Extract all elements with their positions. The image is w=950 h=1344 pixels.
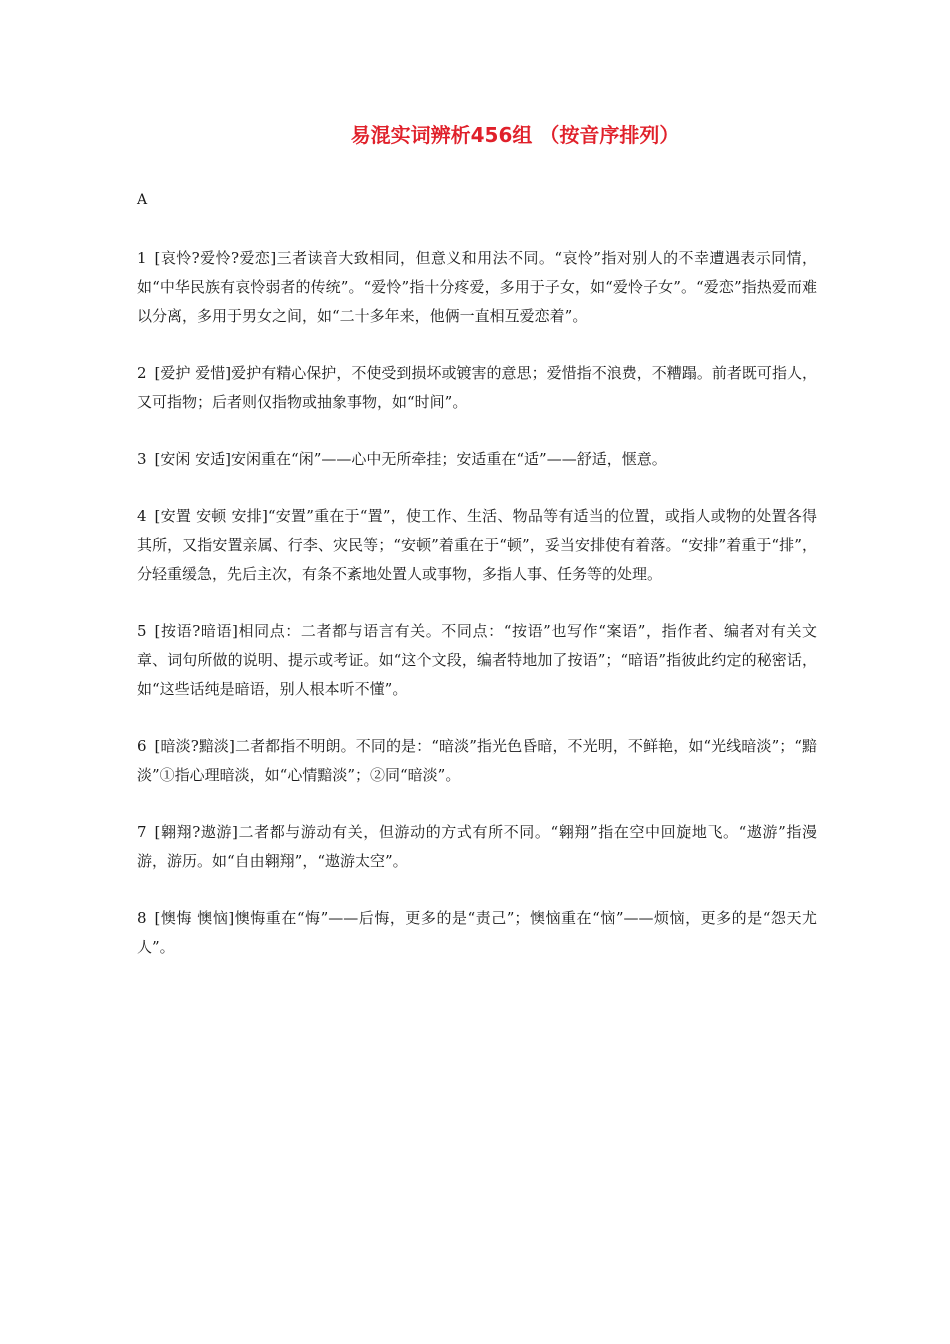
entry-8: [137, 904, 817, 962]
document-title: 易混实词辨析456组 （按音序排列）: [350, 123, 680, 147]
entry-number: 7: [137, 823, 147, 841]
entry-text: [翱翔?遨游]二者都与游动有关，但游动的方式有所不同。“翱翔”指在空中回旋地飞。“遨游”指漫游，游历。如“自由翱翔”，“遨游太空”。: [137, 823, 817, 870]
entry-7: [137, 818, 817, 876]
entry-text: [按语?暗语]相同点：二者都与语言有关。不同点：“按语”也写作“案语”，指作者、编者对有关文章、词句所做的说明、提示或考证。如“这个文段，编者特地加了按语”；“暗语”指彼此约定的秘密话，如“这些话纯是暗语，别人根本听不懂”。: [137, 622, 817, 698]
entry-number: 6: [137, 737, 147, 755]
entry-text: [安闲 安适]安闲重在“闲”——心中无所牵挂；安适重在“适”——舒适，惬意。: [154, 450, 667, 468]
section-heading: A: [137, 192, 148, 208]
document-body: [137, 186, 817, 990]
entry-5: [137, 617, 817, 704]
entry-1: [137, 244, 817, 331]
entry-text: [安置 安顿 安排]“安置”重在于“置”，使工作、生活、物品等有适当的位置，或指人或物的处置各得其所，又指安置亲属、行李、灾民等；“安顿”着重在于“顿”，妥当安排使有着落。“安排”着重于“排”，分轻重缓急，先后主次，有条不紊地处置人或事物，多指人事、任务等的处理。: [137, 507, 817, 583]
entry-text: [哀怜?爱怜?爱恋]三者读音大致相同，但意义和用法不同。“哀怜”指对别人的不幸遭遇表示同情，如“中华民族有哀怜弱者的传统”。“爱怜”指十分疼爱，多用于子女，如“爱怜子女”。“爱恋”指热爱而难以分离，多用于男女之间，如“二十多年来，他俩一直相互爱恋着”。: [137, 249, 817, 325]
entry-number: 1: [137, 249, 147, 267]
entry-number: 4: [137, 507, 147, 525]
entry-4: [137, 502, 817, 589]
entry-text: [懊悔 懊恼]懊悔重在“悔”——后悔，更多的是“责己”；懊恼重在“恼”——烦恼，更多的是“怨天尤人”。: [137, 909, 817, 956]
entry-number: 8: [137, 909, 147, 927]
entry-text: [暗淡?黯淡]二者都指不明朗。不同的是：“暗淡”指光色昏暗，不光明，不鲜艳，如“光线暗淡”；“黯淡”①指心理暗淡，如“心情黯淡”；②同“暗淡”。: [137, 737, 817, 784]
entry-number: 3: [137, 450, 147, 468]
entry-number: 5: [137, 622, 147, 640]
entry-6: [137, 732, 817, 790]
entry-3: [137, 445, 817, 474]
entry-number: 2: [137, 364, 147, 382]
entry-2: [137, 359, 817, 417]
entry-text: [爱护 爱惜]爱护有精心保护，不使受到损坏或镀害的意思；爱惜指不浪费，不糟蹋。前者既可指人，又可指物；后者则仅指物或抽象事物，如“时间”。: [137, 364, 817, 411]
